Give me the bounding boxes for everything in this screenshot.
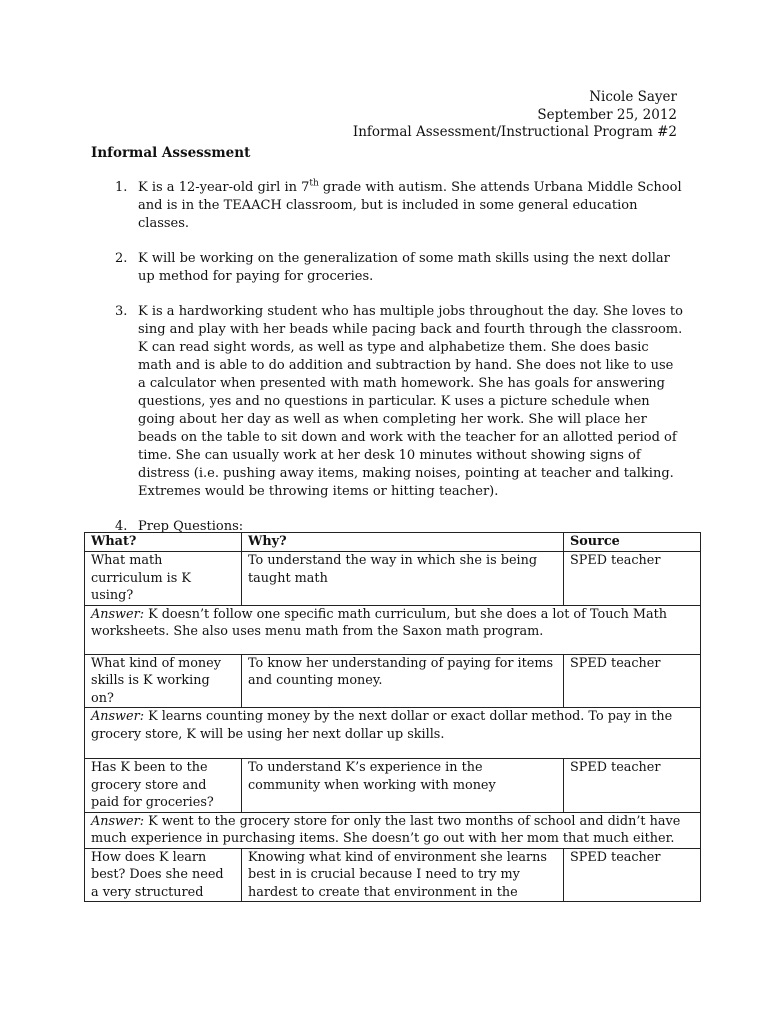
what-cell: What kind of money skills is K working on? [85, 654, 242, 708]
table-header-row [85, 533, 701, 552]
table-row [85, 759, 701, 813]
answer-text: K learns counting money by the next dollar or exact dollar method. To pay in the grocery store, K will be using her next dollar up skills. [91, 709, 673, 742]
table-row [85, 552, 701, 606]
item-text [138, 179, 685, 233]
document-subtitle: Informal Assessment/Instructional Program #2 [352, 124, 677, 140]
answer-row [85, 708, 701, 759]
table-row [85, 848, 701, 902]
document-header [353, 89, 677, 142]
item-text-part: grade with autism. She attends Urbana Middle School and is in the TEAACH classroom, but is included in some general education classes. [138, 180, 682, 231]
source-cell: SPED teacher [564, 848, 701, 902]
what-cell: What math curriculum is K using? [85, 552, 242, 606]
section-title: Informal Assessment [91, 145, 251, 161]
what-cell: Has K been to the grocery store and paid for groceries? [85, 759, 242, 813]
answer-text: K doesn’t follow one specific math curriculum, but she does a lot of Touch Math worksheets. She also uses menu math from the Saxon math program. [91, 606, 668, 639]
item-number: 4. [115, 519, 128, 534]
item-text: K is a hardworking student who has multiple jobs throughout the day. She loves to sing and play with her beads while pacing back and fourth through the classroom. K can read sight words, as well as type and alphabetize them. She does basic math and is able to do addition and subtraction by hand. She does not like to use a calculator when presented with math homework. She has goals for answering questions, yes and no questions in particular. K uses a picture schedule when going about her day as well as when completing her work. She will place her beads on the table to sit down and work with the teacher for an allotted period of time. She can usually work at her desk 10 minutes without showing signs of distress (i.e. pushing away items, making noises, pointing at teacher and talking. Extremes would be throwing items or hitting teacher). [138, 304, 683, 499]
answer-row [85, 812, 701, 848]
item-number: 1. [115, 180, 128, 195]
source-cell: SPED teacher [564, 654, 701, 708]
item-text: K will be working on the generalization of some math skills using the next dollar up method for paying for groceries. [138, 251, 670, 284]
item-text: Prep Questions: [138, 519, 244, 534]
item-number: 2. [115, 251, 128, 266]
answer-text: K went to the grocery store for only the last two months of school and didn’t have much experience in purchasing items. She doesn’t go out with her mom that much either. [91, 813, 681, 846]
list-item [115, 303, 685, 501]
column-header-what: What? [85, 533, 242, 552]
item-text-part: K is a 12-year-old girl in 7 [138, 180, 310, 195]
list-item [115, 250, 685, 286]
ordinal-suffix: th [309, 178, 319, 189]
numbered-list [115, 179, 685, 553]
item-number: 3. [115, 304, 128, 319]
answer-label: Answer: [91, 813, 145, 829]
why-cell: To understand K’s experience in the community when working with money [242, 759, 564, 813]
source-cell: SPED teacher [564, 759, 701, 813]
author-name: Nicole Sayer [589, 89, 677, 105]
answer-label: Answer: [91, 606, 145, 622]
document-date: September 25, 2012 [537, 106, 677, 123]
prep-questions-table-wrapper [84, 532, 700, 902]
answer-cell [85, 708, 701, 759]
list-item [115, 179, 685, 233]
why-cell: To understand the way in which she is being taught math [242, 552, 564, 606]
answer-cell [85, 812, 701, 848]
table-row [85, 654, 701, 708]
prep-questions-table [84, 532, 701, 902]
answer-cell [85, 605, 701, 654]
source-cell: SPED teacher [564, 552, 701, 606]
column-header-source: Source [564, 533, 701, 552]
column-header-why: Why? [242, 533, 564, 552]
what-cell: How does K learn best? Does she need a very structured [85, 848, 242, 902]
why-cell: Knowing what kind of environment she learns best in is crucial because I need to try my hardest to create that environment in the [242, 848, 564, 902]
answer-row [85, 605, 701, 654]
answer-label: Answer: [91, 709, 145, 724]
why-cell: To know her understanding of paying for items and counting money. [242, 654, 564, 708]
